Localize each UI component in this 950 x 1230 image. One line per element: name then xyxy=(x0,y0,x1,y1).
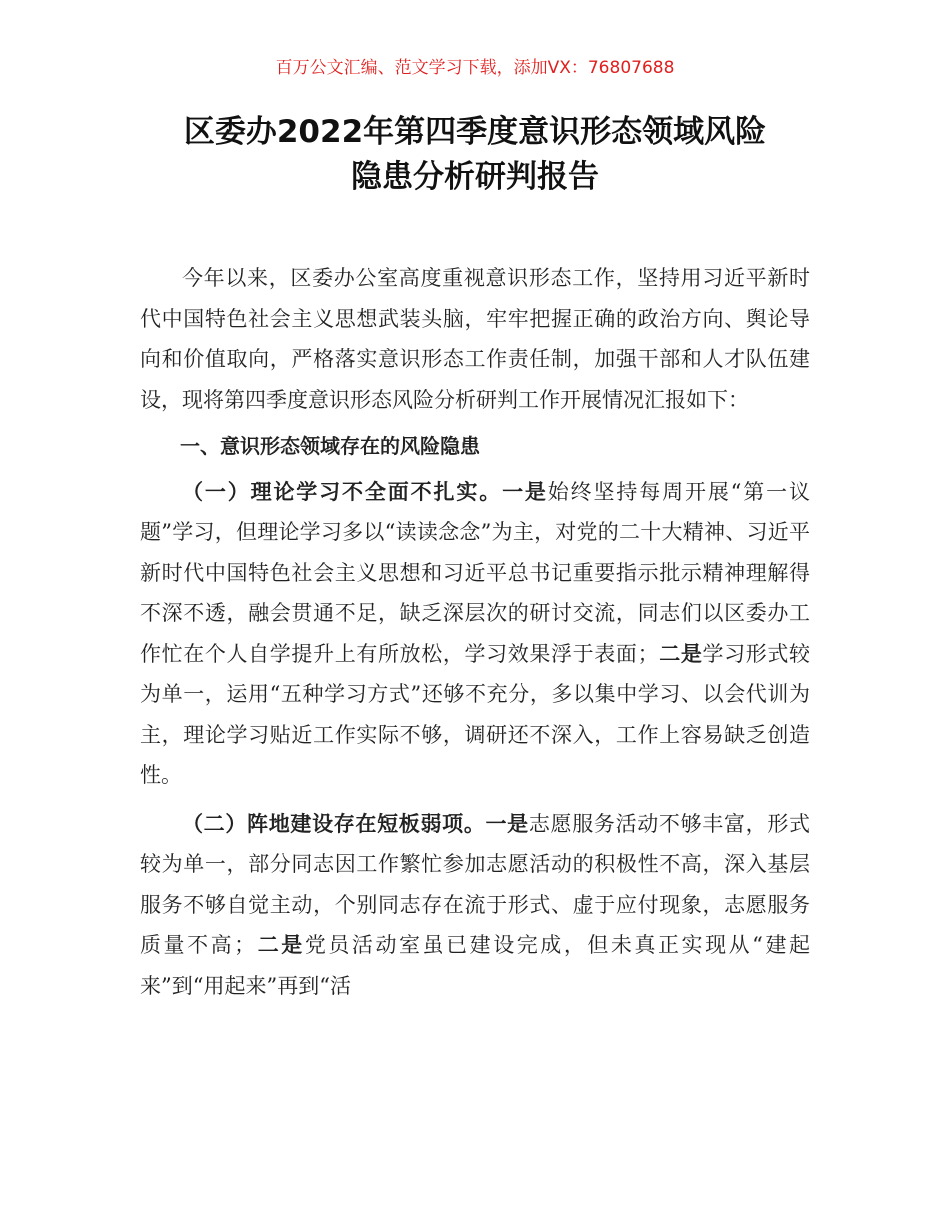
point-1-text: 始终坚持每周开展“第一议题”学习，但理论学习多以“读读念念”为主，对党的二十大精神、习近平新时代中国特色社会主义思想和习近平总书记重要指示批示精神理解得不深不透，融会贯通不足，缺乏深层次的研讨交流，同志们以区委办工作忙在个人自学提升上有所放松，学习效果浮于表面； xyxy=(140,479,811,666)
point-2-label: 二是 xyxy=(255,933,305,957)
subsection-1-paragraph xyxy=(140,472,810,796)
point-2-text: 党员活动室虽已建设完成，但未真正实现从“建起来”到“用起来”再到“活 xyxy=(140,933,811,998)
title-line-2: 隐患分析研判报告 xyxy=(351,159,599,195)
intro-paragraph: 今年以来，区委办公室高度重视意识形态工作，坚持用习近平新时代中国特色社会主义思想武装头脑，牢牢把握正确的政治方向、舆论导向和价值取向，严格落实意识形态工作责任制，加强干部和人才队伍建设，现将第四季度意识形态风险分析研判工作开展情况汇报如下： xyxy=(140,266,810,412)
subsection-2-paragraph xyxy=(140,804,810,1007)
subsection-1-lead: （一）理论学习不全面不扎实。 xyxy=(182,479,503,504)
title-line-1: 区委办2022年第四季度意识形态领域风险 xyxy=(183,114,767,150)
subsection-2-lead: （二）阵地建设存在短板弱项。 xyxy=(182,811,486,836)
point-1-label: 一是 xyxy=(485,811,529,836)
header-note: 百万公文汇编、范文学习下载，添加VX：76807688 xyxy=(275,58,675,78)
document-body xyxy=(140,258,810,1006)
point-2-text: 学习形式较为单一，运用“五种学习方式”还够不充分，多以集中学习、以会代训为主，理论学习贴近工作实际不够，调研还不深入，工作上容易缺乏创造性。 xyxy=(140,641,811,787)
point-2-label: 二是 xyxy=(658,641,703,666)
document-title xyxy=(120,110,830,200)
point-1-text: 志愿服务活动不够丰富，形式较为单一，部分同志因工作繁忙参加志愿活动的积极性不高，深入基层服务不够自觉主动，个别同志存在流于形式、虚于应付现象，志愿服务质量不高； xyxy=(140,811,811,957)
section-heading: 一、意识形态领域存在的风险隐患 xyxy=(180,434,480,458)
point-1-label: 一是 xyxy=(502,479,548,504)
